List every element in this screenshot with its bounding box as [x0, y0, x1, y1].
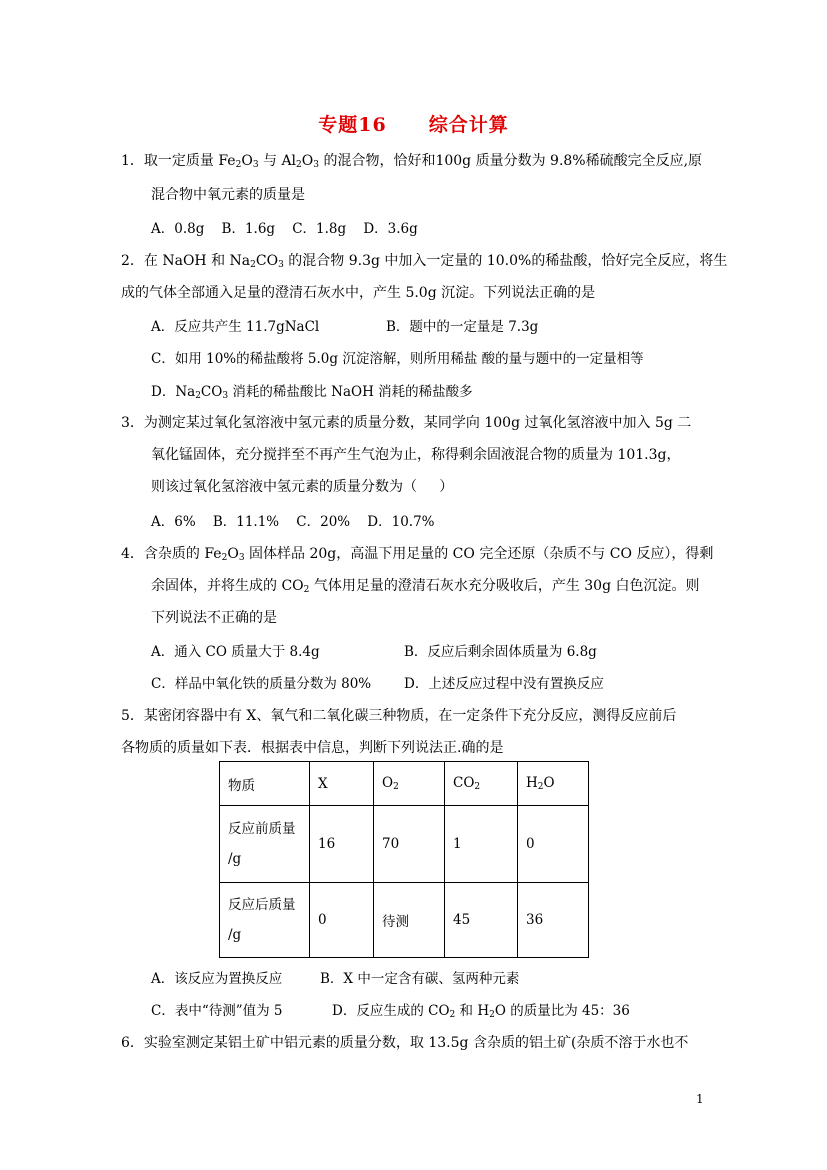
q4-stem-line3: 下列说法不正确的是: [151, 610, 277, 626]
q4-stem-line1: 4．含杂质的 $Fe_2O_3$ 固体样品 20g，高温下用足量的 CO 完全还原（杂质不与 CO 反应），得剩: [121, 546, 714, 563]
q1-options: A．0.8g B．1.6g C．1.8g D．3.6g: [151, 221, 418, 237]
q2-option-c: C．如用 10%的稀盐酸将 5.0g 沉淀溶解，则所用稀盐 酸的量与题中的一定量相等: [151, 351, 644, 367]
mass-table: [219, 761, 589, 958]
table-cell: 16: [310, 806, 374, 883]
q1-stem-line1: 1．取一定质量 $Fe_2O_3$ 与 $Al_2O_3$ 的混合物，恰好和100g 质量分数为 9.8%稀硫酸完全反应,原: [121, 153, 703, 170]
q3-options: A．6% B．11.1% C．20% D．10.7%: [151, 514, 435, 530]
q6-stem-line1: 6．实验室测定某铝土矿中铝元素的质量分数，取 13.5g 含杂质的铝土矿(杂质不溶于水也不: [121, 1035, 689, 1051]
table-cell: 0: [518, 806, 589, 883]
table-header-row: [220, 762, 589, 806]
table-cell: 45: [445, 883, 518, 958]
page-number: 1: [696, 1092, 704, 1106]
table-row: [220, 883, 589, 958]
q5-stem-line2: 各物质的质量如下表．根据表中信息，判断下列说法正.确的是: [121, 740, 504, 756]
table-cell: 反应前质量 /g: [220, 806, 310, 883]
table-cell: 70: [374, 806, 445, 883]
table-cell: 待测: [374, 883, 445, 958]
q2-option-a: A．反应共产生 11.7gNaCl: [151, 319, 320, 335]
table-row: [220, 806, 589, 883]
q2-option-d: D．$Na_2CO_3$ 消耗的稀盐酸比 NaOH 消耗的稀盐酸多: [151, 384, 473, 401]
q3-stem-line3: 则该过氧化氢溶液中氢元素的质量分数为（ ）: [151, 479, 454, 495]
table-cell: 0: [310, 883, 374, 958]
q5-stem-line1: 5．某密闭容器中有 X、氧气和二氧化碳三种物质，在一定条件下充分反应，测得反应前后: [121, 708, 677, 724]
table-header-cell: X: [310, 762, 374, 806]
q4-option-c: C．样品中氧化铁的质量分数为 80%: [151, 676, 372, 692]
q4-option-d: D．上述反应过程中没有置换反应: [404, 676, 604, 692]
table-header-cell: $H_2O$: [518, 762, 589, 806]
q2-stem-line2: 成的气体全部通入足量的澄清石灰水中，产生 5.0g 沉淀。下列说法正确的是: [121, 285, 596, 301]
q3-stem-line2: 氧化锰固体，充分搅拌至不再产生气泡为止，称得剩余固液混合物的质量为 101.3g，: [151, 447, 681, 463]
table-cell: 36: [518, 883, 589, 958]
table-cell: 1: [445, 806, 518, 883]
q4-stem-line2: 余固体，并将生成的 $CO_2$ 气体用足量的澄清石灰水充分吸收后，产生 30g 白色沉淀。则: [151, 578, 700, 595]
q1-stem-line2: 混合物中氧元素的质量是: [151, 187, 305, 203]
table-cell: 反应后质量 /g: [220, 883, 310, 958]
q5-option-d: D．反应生成的 $CO_2$ 和 $H_2O$ 的质量比为 45：36: [332, 1003, 630, 1020]
q5-option-b: B．X 中一定含有碳、氢两种元素: [320, 971, 520, 987]
q3-stem-line1: 3．为测定某过氧化氢溶液中氢元素的质量分数，某同学向 100g 过氧化氢溶液中加入 5g 二: [121, 415, 692, 431]
q5-option-c: C．表中“待测”值为 5: [151, 1003, 283, 1019]
q4-option-b: B．反应后剩余固体质量为 6.8g: [404, 644, 597, 660]
q4-option-a: A．通入 CO 质量大于 8.4g: [151, 644, 320, 660]
page-title: 专题16 综合计算: [318, 114, 509, 136]
q2-option-b: B．题中的一定量是 7.3g: [386, 319, 539, 335]
table-header-cell: $O_2$: [374, 762, 445, 806]
table-header-cell: 物质: [220, 762, 310, 806]
q5-option-a: A．该反应为置换反应: [151, 971, 283, 987]
q2-stem-line1: 2．在 NaOH 和 $Na_2CO_3$ 的混合物 9.3g 中加入一定量的 10.0%的稀盐酸，恰好完全反应，将生: [121, 253, 728, 270]
table-header-cell: $CO_2$: [445, 762, 518, 806]
